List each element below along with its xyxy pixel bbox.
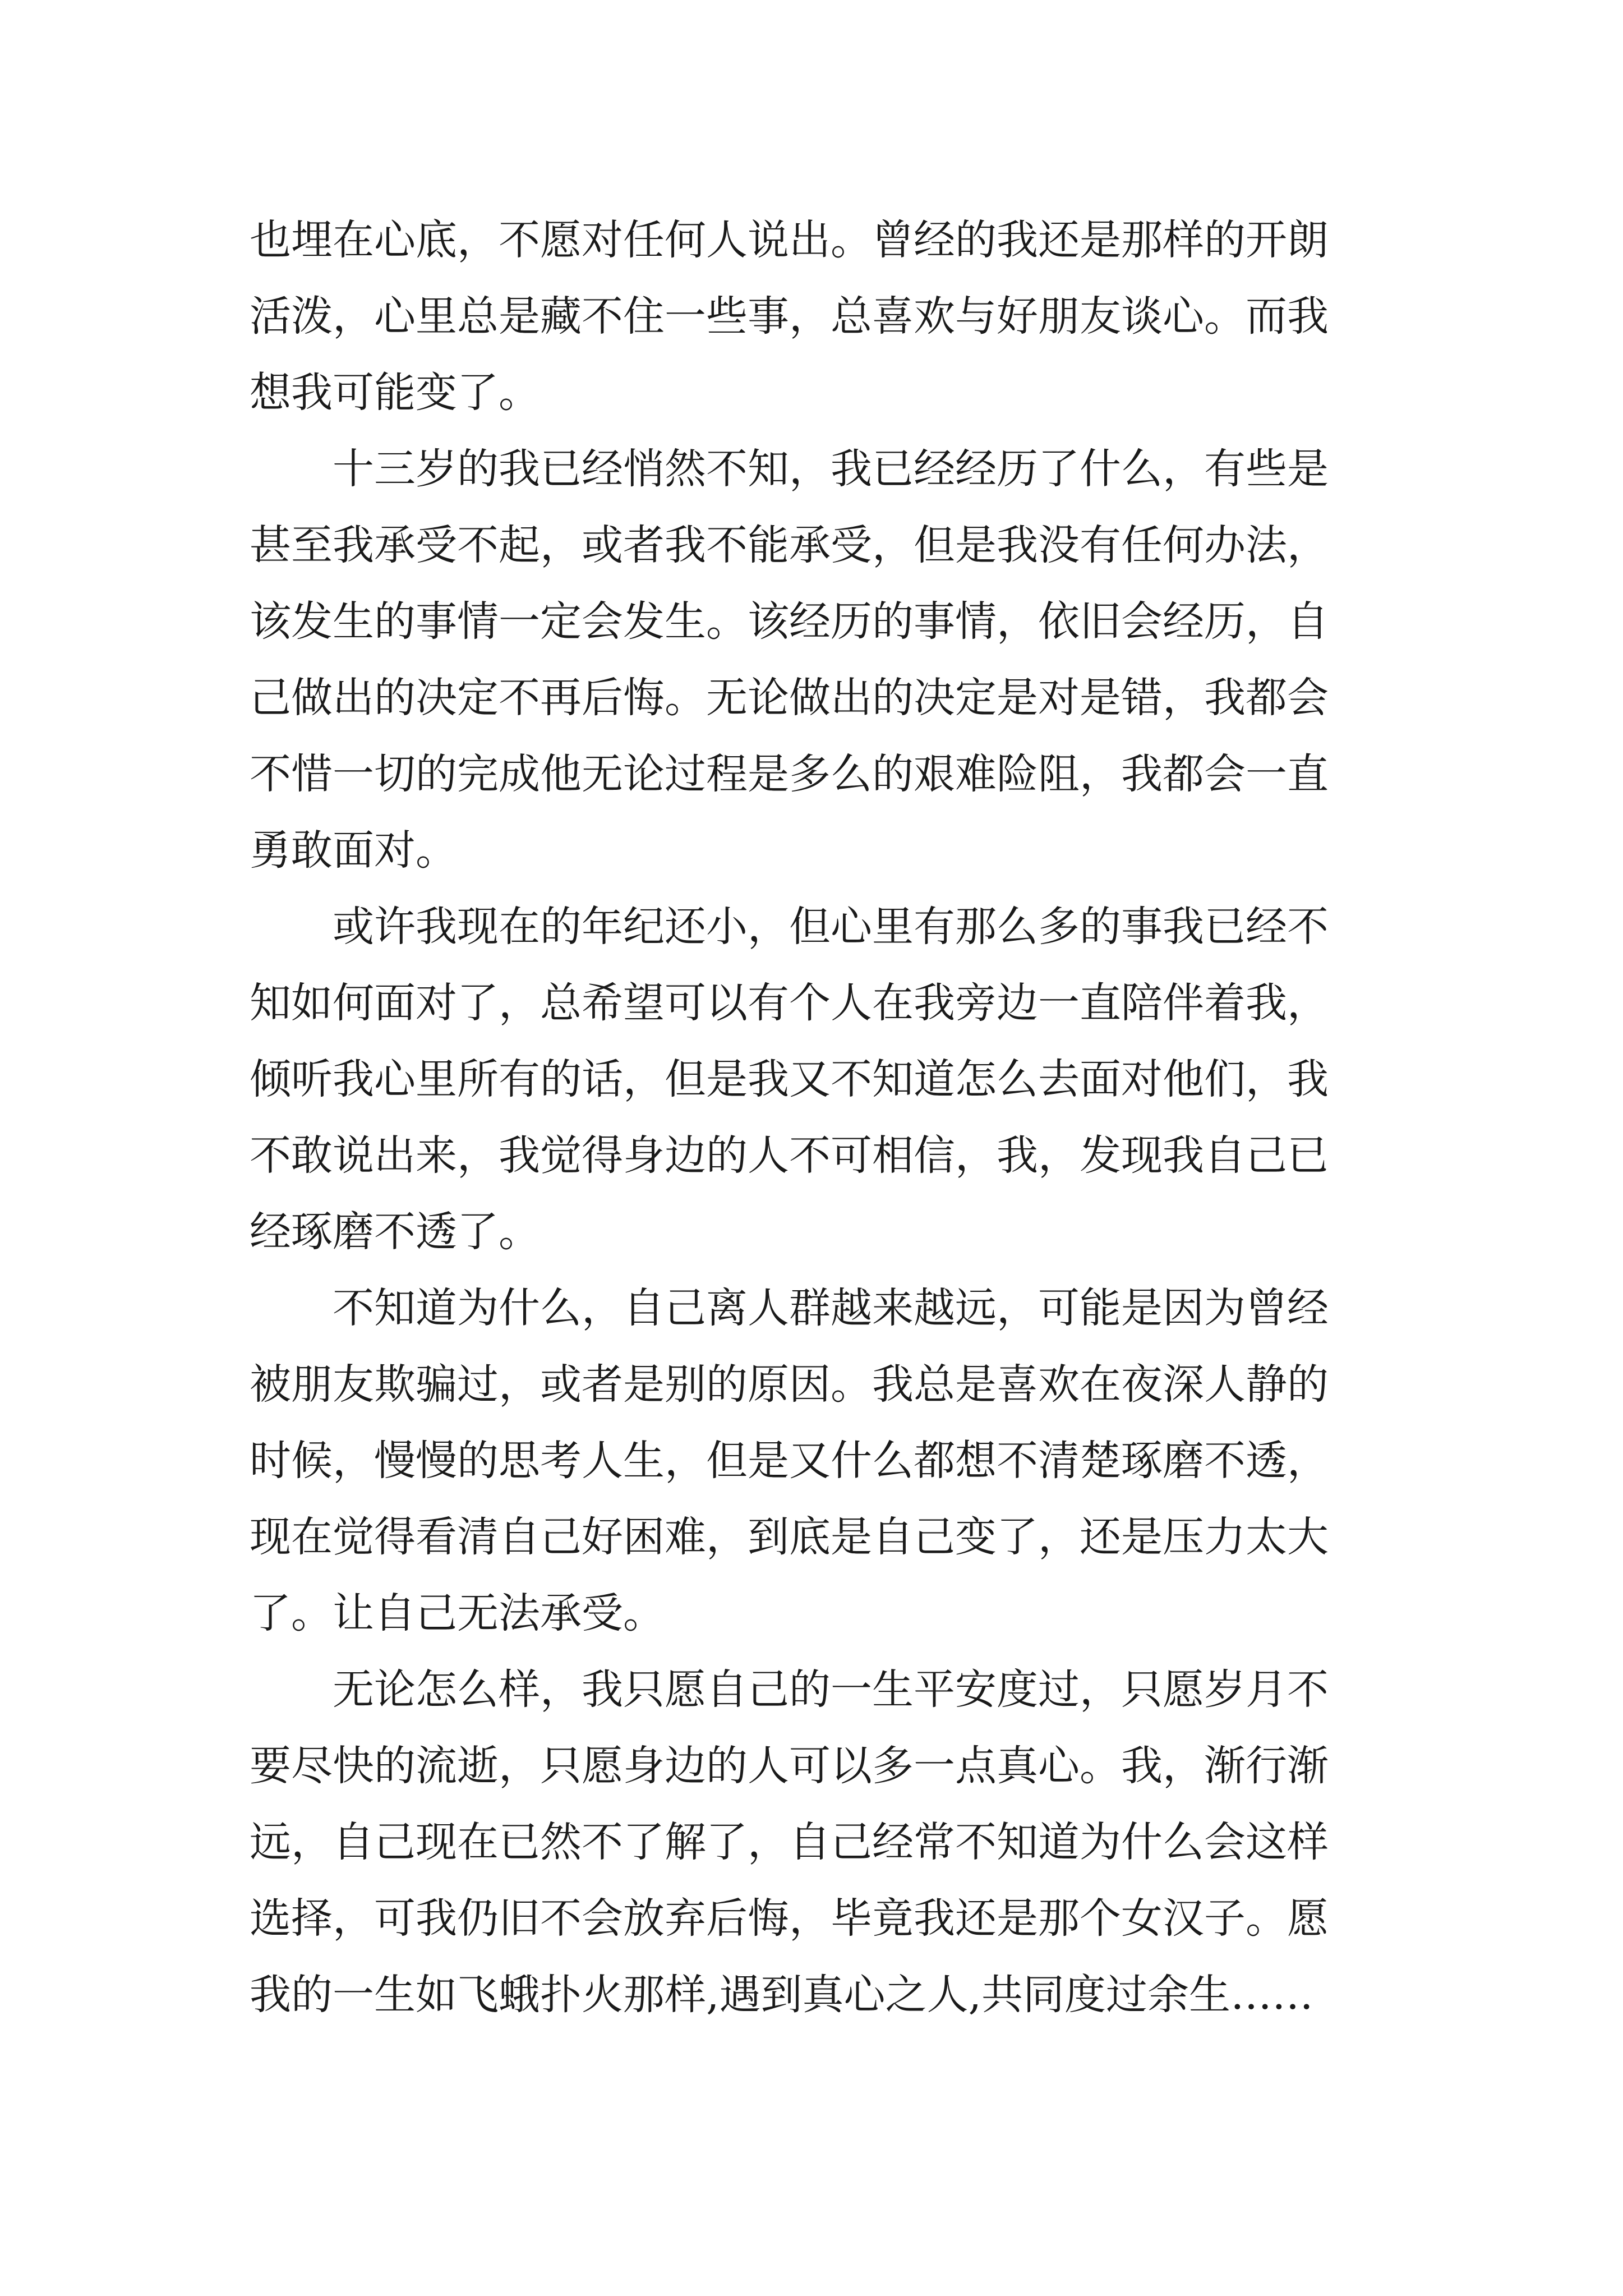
text-line: 不惜一切的完成他无论过程是多么的艰难险阻，我都会一直 [250, 750, 1329, 798]
text-line: 或许我现在的年纪还小，但心里有那么多的事我已经不 [333, 903, 1329, 951]
text-line: 现在觉得看清自己好困难，到底是自己变了，还是压力太大 [250, 1513, 1329, 1561]
paragraph-1 [250, 202, 1394, 431]
text-line: 了。让自己无法承受。 [250, 1589, 665, 1637]
text-line: 想我可能变了。 [250, 369, 540, 417]
text-line: 勇敢面对。 [250, 826, 457, 875]
text-line: 也埋在心底，不愿对任何人说出。曾经的我还是那样的开朗 [250, 216, 1329, 264]
text-line: 时候，慢慢的思考人生，但是又什么都想不清楚琢磨不透， [250, 1437, 1329, 1485]
text-line: 倾听我心里所有的话，但是我又不知道怎么去面对他们，我 [250, 1055, 1329, 1103]
text-line: 甚至我承受不起，或者我不能承受，但是我没有任何办法， [250, 521, 1329, 569]
text-line: 要尽快的流逝，只愿身边的人可以多一点真心。我，渐行渐 [250, 1742, 1329, 1790]
text-line: 十三岁的我已经悄然不知，我已经经历了什么，有些是 [333, 445, 1329, 493]
document-body [250, 202, 1394, 2033]
text-line: 该发生的事情一定会发生。该经历的事情，依旧会经历，自 [250, 597, 1329, 646]
paragraph-4 [250, 1270, 1394, 1651]
text-line: 经琢磨不透了。 [250, 1208, 540, 1256]
text-line: 活泼，心里总是藏不住一些事，总喜欢与好朋友谈心。而我 [250, 292, 1329, 341]
text-line: 选择，可我仍旧不会放弃后悔，毕竟我还是那个女汉子。愿 [250, 1894, 1329, 1943]
text-line: 知如何面对了，总希望可以有个人在我旁边一直陪伴着我， [250, 979, 1329, 1027]
paragraph-3 [250, 889, 1394, 1270]
text-line: 被朋友欺骗过，或者是别的原因。我总是喜欢在夜深人静的 [250, 1360, 1329, 1409]
paragraph-2 [250, 431, 1394, 889]
text-line: 我的一生如飞蛾扑火那样,遇到真心之人,共同度过余生…… [250, 1971, 1314, 2019]
text-line: 远，自己现在已然不了解了，自己经常不知道为什么会这样 [250, 1818, 1329, 1866]
text-line: 不知道为什么，自己离人群越来越远，可能是因为曾经 [333, 1284, 1329, 1332]
text-line: 无论怎么样，我只愿自己的一生平安度过，只愿岁月不 [333, 1665, 1329, 1714]
text-line: 己做出的决定不再后悔。无论做出的决定是对是错，我都会 [250, 674, 1329, 722]
paragraph-5 [250, 1651, 1394, 2033]
text-line: 不敢说出来，我觉得身边的人不可相信，我，发现我自己已 [250, 1131, 1329, 1180]
